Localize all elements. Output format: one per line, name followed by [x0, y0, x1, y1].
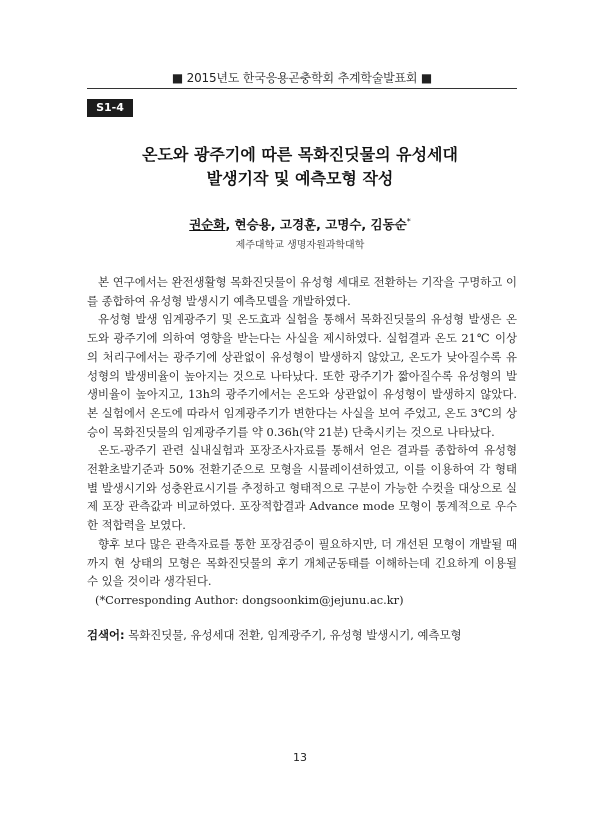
author-list — [60, 215, 540, 233]
abstract-paragraph-2: 유성형 발생 임계광주기 및 온도효과 실험을 통해서 목화진딧물의 유성형 발생은 온도와 광주기에 의하여 영향을 받는다는 사실을 제시하였다. 실험결과 온도 21℃ 이상의 처리구에서는 광주기에 상관없이 유성형이 발생하지 않았고, 온도가 낮아질수록 유성형의 발생비율이 높아지는 것으로 나타났다. 또한 광주기가 짧아질수록 유성형의 발생비율이 높아지고, 13h의 광주기에서는 온도와 상관없이 유성형이 발생하지 않았다. 본 실험에서 온도에 따라서 임계광주기가 변한다는 사실을 보여 주었고, 온도 3℃의 상승이 목화진딧물의 임계광주기를 약 0.36h(약 21분) 단축시키는 것으로 나타났다. — [87, 312, 517, 439]
paper-title-line1: 온도와 광주기에 따른 목화진딧물의 유성세대 — [142, 145, 458, 164]
affiliation: 제주대학교 생명자원과학대학 — [235, 240, 365, 251]
abstract-paragraph-1: 본 연구에서는 완전생활형 목화진딧물이 유성형 세대로 전환하는 기작을 구명하고 이를 종합하여 유성형 발생시기 예측모델을 개발하였다. — [87, 275, 517, 308]
corresponding-mark: * — [406, 216, 411, 226]
keywords-line — [87, 627, 527, 643]
paper-title-line2: 발생기작 및 예측모형 작성 — [206, 169, 394, 188]
first-author: 권순화 — [189, 217, 226, 232]
abstract-paragraph-3: 온도-광주기 관련 실내실험과 포장조사자료를 통해서 얻은 결과를 종합하여 유성형 전환초발기준과 50% 전환기준으로 모형을 시뮬레이션하였고, 이를 이용하여 각 형태별 발생시기와 성충완료시기를 추정하고 형태적으로 구분이 가능한 수컷을 대상으로 실제 포장 관측값과 비교하였다. 포장적합결과 Advance mode 모형이 통계적으로 우수한 적합력을 보였다. — [87, 443, 517, 533]
abstract-body — [87, 273, 517, 610]
running-header: ■ 2015년도 한국응용곤충학회 추계학술발표회 ■ — [171, 71, 433, 85]
header-divider — [87, 88, 517, 89]
corresponding-author-line: (*Corresponding Author: dongsoonkim@jejunu.ac.kr) — [95, 592, 404, 607]
session-tag: S1-4 — [87, 99, 133, 117]
keywords-text: 목화진딧물, 유성세대 전환, 임계광주기, 유성형 발생시기, 예측모형 — [124, 628, 462, 642]
keywords-label: 검색어: — [87, 628, 125, 642]
co-authors: , 현승용, 고경훈, 고명수, 김동순 — [225, 217, 407, 232]
abstract-paragraph-4: 향후 보다 많은 관측자료를 통한 포장검증이 필요하지만, 더 개선된 모형이 개발될 때까지 현 상태의 모형은 목화진딧물의 후기 개체군동태를 이해하는데 긴요하게 이용될 수 있을 것이라 생각된다. — [87, 536, 517, 589]
page-number: 13 — [293, 751, 307, 764]
